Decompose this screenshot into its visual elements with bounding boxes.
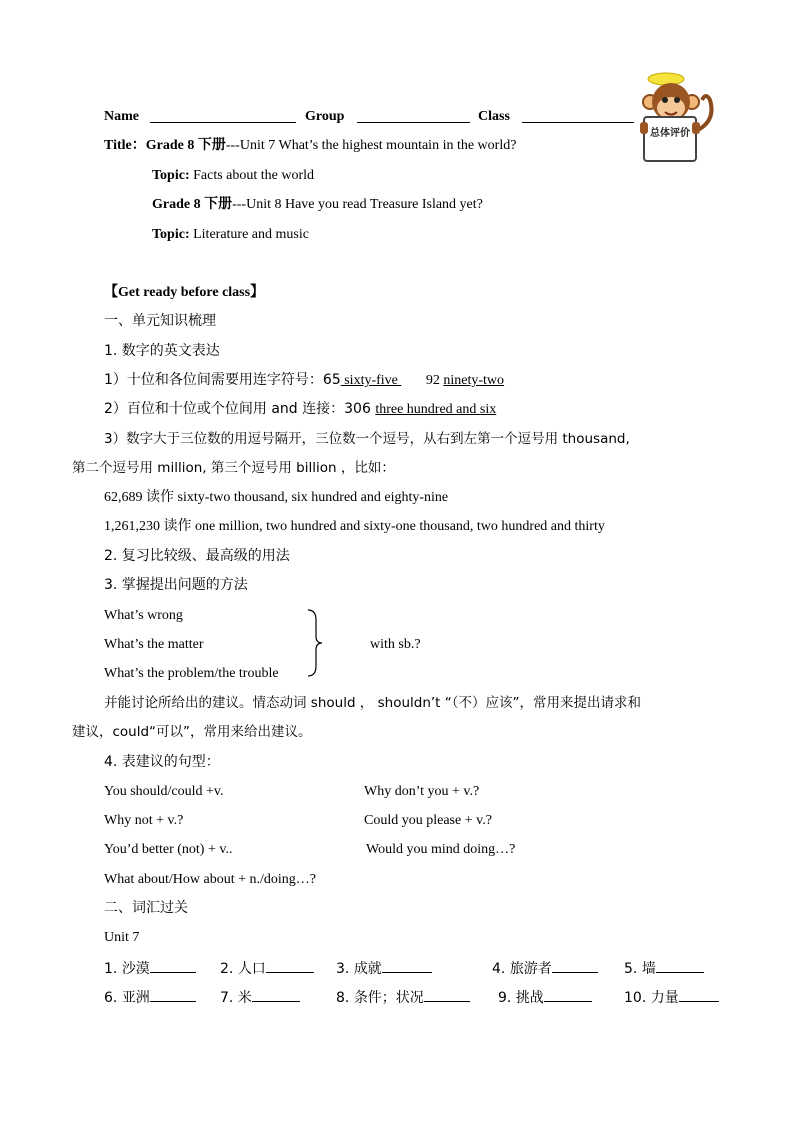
vocab-blank[interactable] [544, 987, 592, 1002]
section-heading: 【Get ready before class】 [104, 285, 265, 300]
vocab-item: 6. 亚洲 [104, 987, 196, 1007]
vocab-blank[interactable] [656, 958, 704, 973]
topic-text-2: Literature and music [189, 227, 309, 242]
class-field[interactable] [522, 108, 634, 123]
vocab-item: 1. 沙漠 [104, 958, 196, 978]
rule-1-answer-1: sixty-five [340, 373, 402, 388]
rule-2-answer: three hundred and six [375, 402, 497, 417]
name-label: Name [104, 109, 139, 124]
vocab-blank[interactable] [382, 958, 432, 973]
rule-1-mid: 92 [401, 373, 444, 388]
class-label: Class [478, 109, 510, 124]
vocab-item: 2. 人口 [220, 958, 314, 978]
rule-1 [104, 371, 504, 390]
sentence-4a: What about/How about + n./doing…? [104, 872, 317, 887]
rule-1-text: 1）十位和各位间需要用连字符号：65 [104, 372, 341, 388]
item-1: 1. 数字的英文表达 [104, 343, 220, 359]
right-brace-icon [304, 608, 324, 678]
title-grade-2: Grade 8 下册 [152, 197, 233, 212]
vocab-blank[interactable] [266, 958, 314, 973]
sentence-2b: Could you please + v.? [364, 813, 492, 828]
question-with: with sb.? [370, 637, 421, 652]
vocab-item: 5. 墙 [624, 958, 704, 978]
topic-text-1: Facts about the world [189, 168, 315, 183]
topic-label-1: Topic: [152, 168, 190, 183]
rule-3-line-2: 第二个逗号用 million, 第三个逗号用 billion ，比如： [72, 460, 395, 476]
rule-3-line-1: 3）数字大于三位数的用逗号隔开，三位数一个逗号，从右到左第一个逗号用 thousand, [104, 431, 630, 447]
vocab-blank[interactable] [150, 958, 196, 973]
rule-2-text: 2）百位和十位或个位间用 and 连接：306 [104, 401, 376, 417]
question-1: What’s wrong [104, 608, 183, 623]
title-line-1 [104, 137, 516, 155]
vocab-item: 7. 米 [220, 987, 300, 1007]
part-2-heading: 二、词汇过关 [104, 900, 188, 916]
badge-text: 总体评价 [650, 128, 690, 139]
title-label: Title： [104, 138, 146, 153]
vocab-item: 10. 力量 [624, 987, 719, 1007]
sentence-3b: Would you mind doing…? [366, 842, 516, 857]
sentence-2a: Why not + v.? [104, 813, 184, 828]
topic-line-1 [152, 167, 314, 185]
group-field[interactable] [357, 108, 470, 123]
title-unit-2: ---Unit 8 Have you read Treasure Island yet? [232, 197, 483, 212]
rule-1-answer-2: ninety-two [443, 373, 505, 388]
vocab-item: 9. 挑战 [498, 987, 592, 1007]
item-4: 4. 表建议的句型： [104, 754, 220, 770]
sentence-1a: You should/could +v. [104, 784, 224, 799]
sentence-3a: You’d better (not) + v.. [104, 842, 233, 857]
vocab-item: 4. 旅游者 [492, 958, 598, 978]
part-1-heading: 一、单元知识梳理 [104, 313, 216, 329]
vocab-item: 3. 成就 [336, 958, 432, 978]
item-2: 2. 复习比较级、最高级的用法 [104, 548, 290, 564]
question-3: What’s the problem/the trouble [104, 666, 279, 681]
example-2: 1,261,230 读作 one million, two hundred and sixty-one thousand, two hundred and thirty [104, 519, 605, 534]
title-line-2 [152, 196, 483, 214]
question-2: What’s the matter [104, 637, 204, 652]
sentence-1b: Why don’t you + v.? [364, 784, 480, 799]
vocab-blank[interactable] [150, 987, 196, 1002]
group-label: Group [305, 109, 345, 124]
monkey-evaluation-badge [636, 70, 716, 165]
vocab-blank[interactable] [424, 987, 470, 1002]
vocab-blank[interactable] [252, 987, 300, 1002]
item-3: 3. 掌握提出问题的方法 [104, 577, 248, 593]
example-1: 62,689 读作 sixty-two thousand, six hundred and eighty-nine [104, 490, 449, 505]
name-field[interactable] [150, 108, 296, 123]
rule-2 [104, 400, 496, 419]
topic-line-2 [152, 226, 309, 244]
advice-line-2: 建议，could“可以”，常用来给出建议。 [72, 724, 312, 740]
vocab-item: 8. 条件；状况 [336, 987, 470, 1007]
title-unit-1: ---Unit 7 What’s the highest mountain in the world? [225, 138, 517, 153]
title-grade-1: Grade 8 下册 [145, 138, 226, 153]
topic-label-2: Topic: [152, 227, 190, 242]
unit-label: Unit 7 [104, 930, 140, 945]
advice-line-1: 并能讨论所给出的建议。情态动词 should ， shouldn’t “（不）应该”，常用来提出请求和 [104, 695, 641, 711]
vocab-blank[interactable] [552, 958, 598, 973]
vocab-blank[interactable] [679, 987, 719, 1002]
